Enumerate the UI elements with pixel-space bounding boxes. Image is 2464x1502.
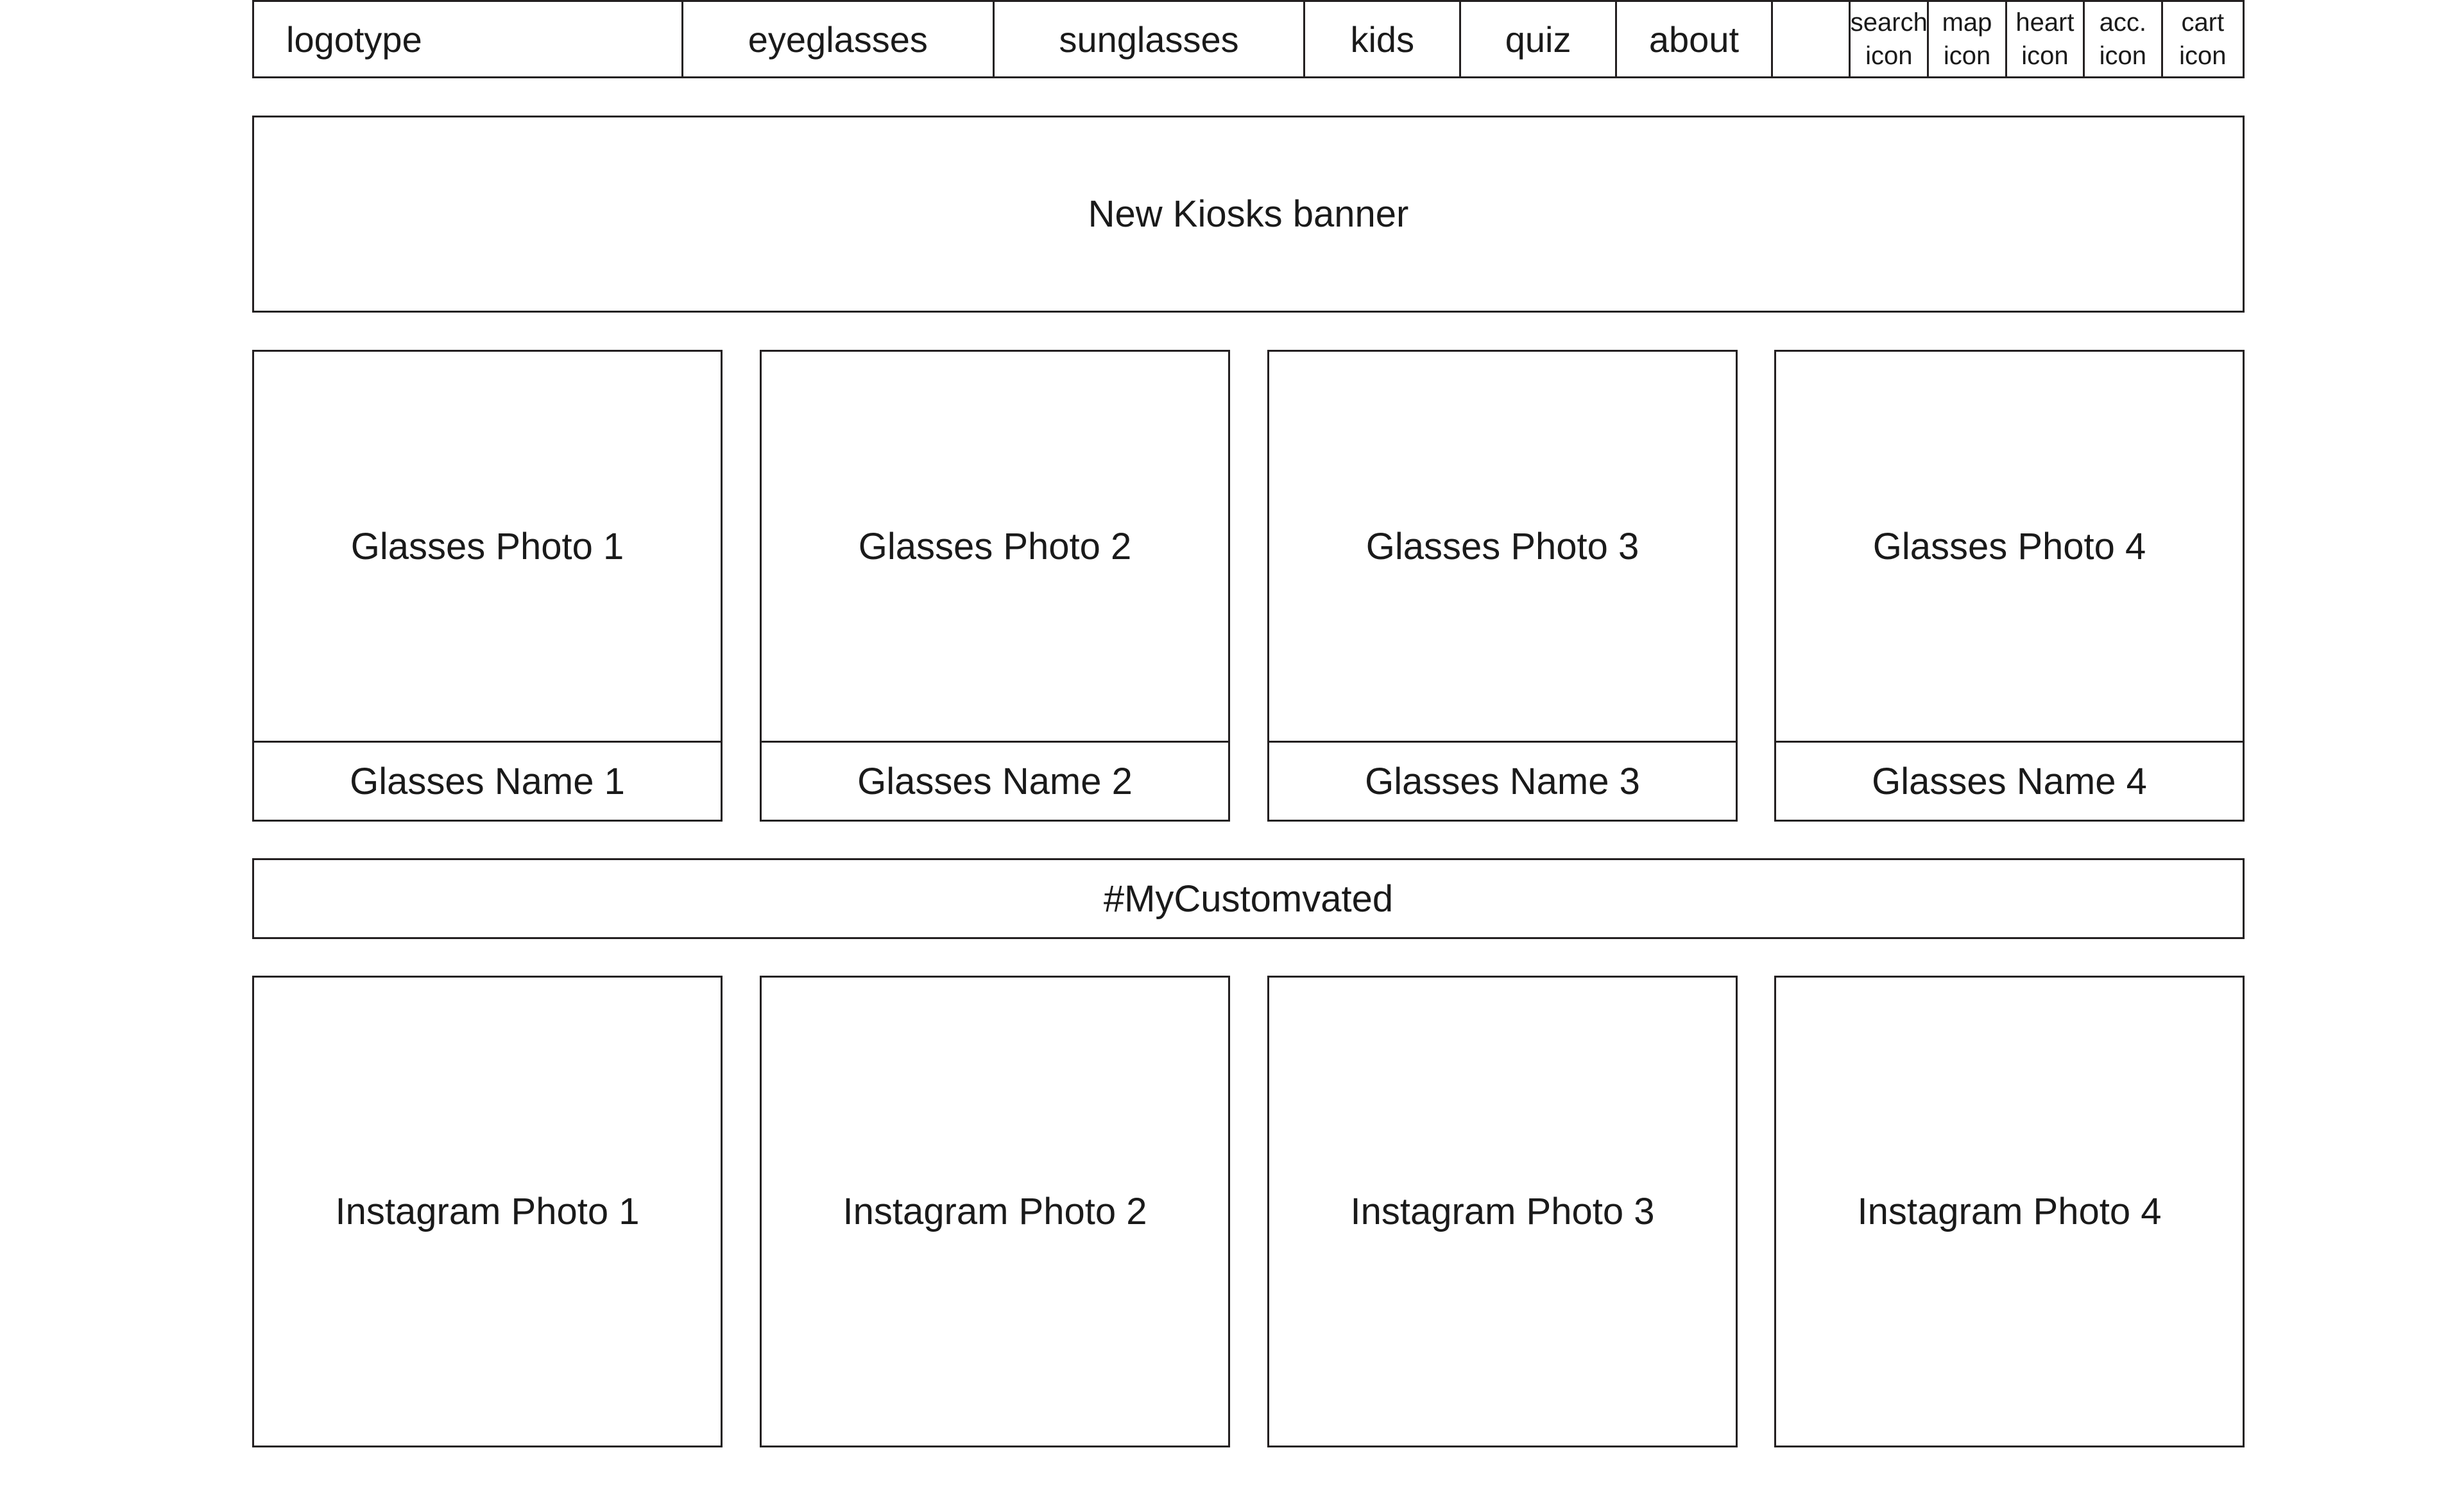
nav-link-label: sunglasses xyxy=(1059,19,1239,60)
icon-label-line2: icon xyxy=(2179,42,2227,70)
search-icon[interactable] xyxy=(1851,2,1929,76)
logo-text: logotype xyxy=(286,19,422,60)
logo[interactable] xyxy=(254,2,683,76)
product-photo-label: Glasses Photo 3 xyxy=(1365,525,1639,567)
top-navigation xyxy=(252,0,2245,78)
instagram-photo-label: Instagram Photo 2 xyxy=(843,1191,1147,1232)
product-card[interactable] xyxy=(1774,350,2245,822)
product-photo-label: Glasses Photo 1 xyxy=(350,525,624,567)
nav-link-kids[interactable] xyxy=(1305,2,1461,76)
product-name[interactable] xyxy=(760,741,1230,822)
map-icon[interactable] xyxy=(1929,2,2006,76)
product-photo-label: Glasses Photo 2 xyxy=(858,525,1132,567)
product-photo[interactable] xyxy=(1774,350,2245,743)
nav-link-label: about xyxy=(1648,19,1740,60)
account-icon[interactable] xyxy=(2085,2,2162,76)
product-card[interactable] xyxy=(252,350,723,822)
hashtag-label: #MyCustomvated xyxy=(1103,877,1394,920)
instagram-photo-label: Instagram Photo 1 xyxy=(335,1191,640,1232)
product-name[interactable] xyxy=(1774,741,2245,822)
icon-label-line1: acc. xyxy=(2099,8,2147,37)
hashtag-bar[interactable] xyxy=(252,858,2245,939)
product-name[interactable] xyxy=(252,741,723,822)
nav-spacer xyxy=(1773,2,1851,76)
nav-link-quiz[interactable] xyxy=(1461,2,1617,76)
product-name-label: Glasses Name 4 xyxy=(1872,760,2147,802)
product-photo[interactable] xyxy=(1267,350,1738,743)
hero-banner[interactable] xyxy=(252,116,2245,313)
nav-link-about[interactable] xyxy=(1617,2,1773,76)
product-photo[interactable] xyxy=(252,350,723,743)
icon-label-line2: icon xyxy=(1865,42,1913,70)
heart-icon[interactable] xyxy=(2007,2,2085,76)
nav-link-eyeglasses[interactable] xyxy=(683,2,995,76)
icon-label-line2: icon xyxy=(2099,42,2147,70)
product-name-label: Glasses Name 1 xyxy=(350,760,625,802)
banner-label: New Kiosks banner xyxy=(1088,193,1409,235)
product-photo-label: Glasses Photo 4 xyxy=(1872,525,2146,567)
nav-link-sunglasses[interactable] xyxy=(995,2,1306,76)
nav-link-label: kids xyxy=(1350,19,1415,60)
instagram-photo[interactable] xyxy=(252,976,723,1447)
product-photo[interactable] xyxy=(760,350,1230,743)
icon-label-line1: search xyxy=(1850,8,1928,37)
product-name-label: Glasses Name 2 xyxy=(857,760,1133,802)
icon-label-line1: map xyxy=(1942,8,1992,37)
instagram-photo[interactable] xyxy=(1774,976,2245,1447)
icon-label-line1: heart xyxy=(2015,8,2075,37)
icon-label-line2: icon xyxy=(2021,42,2069,70)
instagram-photo-label: Instagram Photo 3 xyxy=(1350,1191,1655,1232)
nav-link-label: eyeglasses xyxy=(748,19,928,60)
cart-icon[interactable] xyxy=(2163,2,2243,76)
product-name-label: Glasses Name 3 xyxy=(1365,760,1640,802)
product-card[interactable] xyxy=(1267,350,1738,822)
product-name[interactable] xyxy=(1267,741,1738,822)
nav-link-label: quiz xyxy=(1505,19,1571,60)
icon-label-line2: icon xyxy=(1943,42,1991,70)
icon-label-line1: cart xyxy=(2181,8,2225,37)
instagram-photo[interactable] xyxy=(760,976,1230,1447)
product-card[interactable] xyxy=(760,350,1230,822)
instagram-photo[interactable] xyxy=(1267,976,1738,1447)
instagram-photo-label: Instagram Photo 4 xyxy=(1857,1191,2162,1232)
